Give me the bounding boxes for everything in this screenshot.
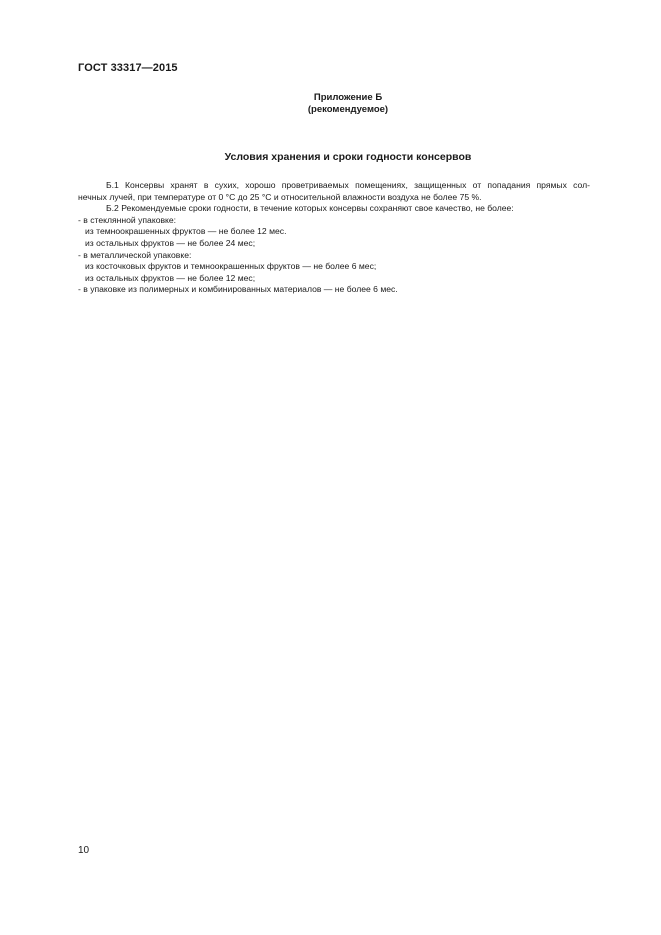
page-number: 10: [78, 845, 90, 856]
paragraph-b1: [78, 180, 590, 203]
shelf-life-list: [78, 215, 590, 296]
paragraph-b1-line-1: Б.1 Консервы хранят в сухих, хорошо проветриваемых помещениях, защищенных от попадания прямых сол-: [106, 180, 590, 190]
appendix-status: (рекомендуемое): [307, 104, 389, 115]
document-code: ГОСТ 33317—2015: [78, 62, 178, 74]
body-text: [78, 180, 590, 296]
list-item: - в упаковке из полимерных и комбинированных материалов — не более 6 мес.: [78, 284, 398, 295]
list-item: - в металлической упаковке:: [78, 249, 192, 260]
list-item: из темноокрашенных фруктов — не более 12 мес.: [85, 226, 287, 237]
list-item: из косточковых фруктов и темноокрашенных фруктов — не более 6 мес;: [85, 261, 377, 272]
list-item: - в стеклянной упаковке:: [78, 214, 177, 225]
appendix-title: Приложение Б: [313, 92, 383, 103]
appendix-heading: [78, 92, 618, 116]
paragraph-b1-line-2: нечных лучей, при температуре от 0 °С до 25 °С и относительной влажности воздуха не более 75 %.: [78, 191, 482, 202]
paragraph-b2: Б.2 Рекомендуемые сроки годности, в течение которых консервы сохраняют свое качество, не более:: [106, 203, 514, 214]
section-title: Условия хранения и сроки годности консервов: [224, 151, 472, 163]
list-item: из остальных фруктов — не более 12 мес;: [85, 272, 256, 283]
list-item: из остальных фруктов — не более 24 мес;: [85, 237, 256, 248]
